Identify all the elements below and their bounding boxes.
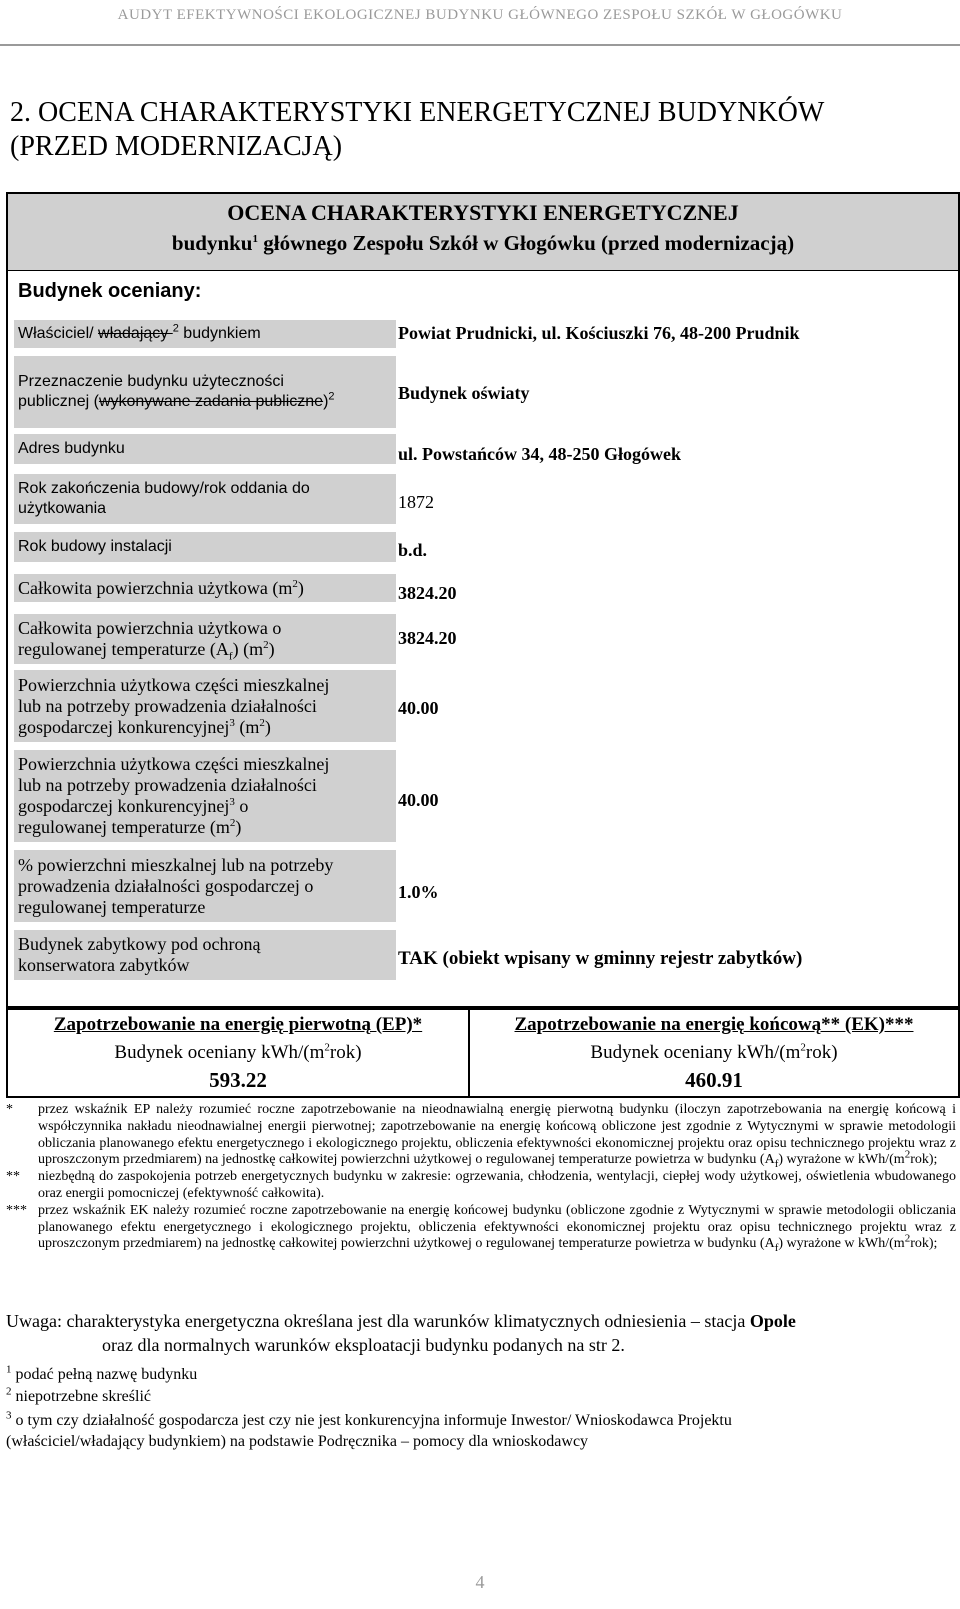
heated-area-label: Całkowita powierzchnia użytkowa o regulowanej temperaturze $(A_f)$ $(m^2)$: [14, 614, 396, 664]
note-ek: *** przez wskaźnik EK należy rozumieć roczne zapotrzebowanie na energię końcowej budynku (obliczone zgodnie z Wytycznymi w sprawie metodologii obliczania planowanego efektu energetycznego i ekologicznego projektu, obliczenia efektywności ekonomicznej projektu oraz opisu technicznego projektu wraz z uproszczonym przedmiarem) na jednostkę całkowitej powierzchni użytkowej o regulowanej temperaturze powietrza w budynku $(A_f)$ wyrażone w kWh/$(m^2rok)$;: [6, 1202, 956, 1255]
year-built-label: Rok zakończenia budowy/rok oddania do użytkowania: [14, 474, 396, 524]
energy-characteristics-table: [6, 192, 960, 1010]
residential-percent-label: % powierzchni mieszkalnej lub na potrzeby prowadzenia działalności gospodarczej o regulowanej temperaturze: [14, 850, 396, 922]
section-title-line2: (PRZED MODERNIZACJĄ): [10, 131, 343, 162]
asterisk-notes: [6, 1102, 956, 1253]
assessed-building-label: Budynek oceniany:: [18, 280, 202, 302]
footnote-1: $^1$ podać pełną nazwę budynku: [6, 1363, 198, 1383]
primary-energy-cell: [8, 1008, 470, 1096]
primary-energy-value: 593.22: [209, 1068, 267, 1092]
energy-demand-summary: [6, 1006, 960, 1098]
final-energy-unit: Budynek oceniany kWh/$(m^2rok)$: [590, 1041, 838, 1063]
header-divider: [0, 44, 960, 46]
final-energy-value: 460.91: [685, 1068, 743, 1092]
page-number: 4: [475, 1572, 485, 1592]
primary-energy-unit: Budynek oceniany kWh/$(m^2rok)$: [114, 1041, 362, 1063]
footnote-2: $^2$ niepotrzebne skreślić: [6, 1385, 151, 1405]
residential-heated-area-value: 40.00: [398, 790, 439, 810]
residential-percent-value: 1.0%: [398, 882, 439, 902]
table-heading: OCENA CHARAKTERYSTYKI ENERGETYCZNEJ: [227, 200, 739, 225]
heritage-value: TAK (obiekt wpisany w gminny rejestr zabytków): [398, 948, 803, 969]
note-marker: *: [6, 1102, 13, 1117]
install-year-value: b.d.: [398, 540, 428, 560]
purpose-value: Budynek oświaty: [398, 383, 530, 403]
residential-area-value: 40.00: [398, 698, 439, 718]
final-energy-title: Zapotrzebowanie na energię końcową** (EK)***: [514, 1014, 914, 1035]
running-header: AUDYT EFEKTYWNOŚCI EKOLOGICZNEJ BUDYNKU GŁÓWNEGO ZESPOŁU SZKÓŁ W GŁOGÓWKU: [117, 7, 843, 23]
table-subheading: budynku$^1$ głównego Zespołu Szkół w Głogówku (przed modernizacją): [171, 231, 795, 255]
residential-heated-area-label: Powierzchnia użytkowa części mieszkalnej lub na potrzeby prowadzenia działalności gospodarczej konkurencyjnej$^3$ o regulowanej temperaturze $(m^2)$: [14, 750, 396, 842]
owner-label: Właściciel/ władający $^2$ budynkiem: [14, 320, 396, 348]
year-built-value: 1872: [398, 492, 434, 512]
residential-area-label: Powierzchnia użytkowa części mieszkalnej lub na potrzeby prowadzenia działalności gospodarczej konkurencyjnej$^3$ $(m^2)$: [14, 670, 396, 742]
section-title-line1: 2. OCENA CHARAKTERYSTYKI ENERGETYCZNEJ BUDYNKÓW: [10, 97, 825, 128]
note-marker: ***: [6, 1202, 27, 1218]
total-area-value: 3824.20: [398, 583, 457, 603]
primary-energy-title: Zapotrzebowanie na energię pierwotną (EP)*: [53, 1014, 423, 1035]
final-energy-cell: [470, 1008, 958, 1096]
heated-area-value: 3824.20: [398, 628, 457, 648]
climate-remark: Uwaga: charakterystyka energetyczna określana jest dla warunków klimatycznych odniesienia – stacja Opole oraz dla normalnych warunków eksploatacji budynku podanych na str 2.: [6, 1311, 796, 1355]
total-area-label: Całkowita powierzchnia użytkowa $(m^2)$: [14, 574, 396, 602]
install-year-label: Rok budowy instalacji: [14, 532, 396, 562]
section-title: [10, 96, 950, 164]
purpose-label: Przeznaczenie budynku użyteczności publicznej (wykonywane zadania publiczne)$^2$: [14, 356, 396, 428]
owner-value: Powiat Prudnicki, ul. Kościuszki 76, 48-200 Prudnik: [398, 323, 800, 343]
note-final-energy: ** niezbędną do zaspokojenia potrzeb energetycznych budynku w zakresie: ogrzewania, chłodzenia, wentylacji, ciepłej wody użytkowej, oświetlenia wbudowanego oraz energii pomocniczej (efektywność całkowita).: [6, 1169, 956, 1201]
heritage-label: Budynek zabytkowy pod ochroną konserwatora zabytków: [14, 930, 396, 980]
note-marker: **: [6, 1169, 20, 1185]
footnote-3: $^3$ o tym czy działalność gospodarcza jest czy nie jest konkurencyjna informuje Inwestor/ Wnioskodawca Projektu (właściciel/władający budynkiem) na podstawie Podręcznika – pomocy dla wnioskodawcy: [6, 1409, 732, 1450]
note-ep: * przez wskaźnik EP należy rozumieć roczne zapotrzebowanie na nieodnawialną energię pierwotną budynku (iloczyn zapotrzebowania na energię końcową i współczynnika nakładu nieodnawialnej energii pierwotnej; zapotrzebowanie na energię końcową obliczone jest zgodnie z Wytycznymi w sprawie metodologii obliczania planowanego efektu energetycznego i ekologicznego projektu, obliczenia efektywności ekonomicznej projektu oraz opisu technicznego projektu wraz z uproszczonym przedmiarem) na jednostkę całkowitej powierzchni użytkowej o regulowanej temperaturze powietrza w budynku $(A_f)$ wyrażone w kWh/$(m^2rok)$;: [6, 1102, 956, 1171]
table-header: [8, 194, 958, 271]
address-label: Adres budynku: [14, 434, 396, 464]
address-value: ul. Powstańców 34, 48-250 Głogówek: [398, 444, 681, 464]
